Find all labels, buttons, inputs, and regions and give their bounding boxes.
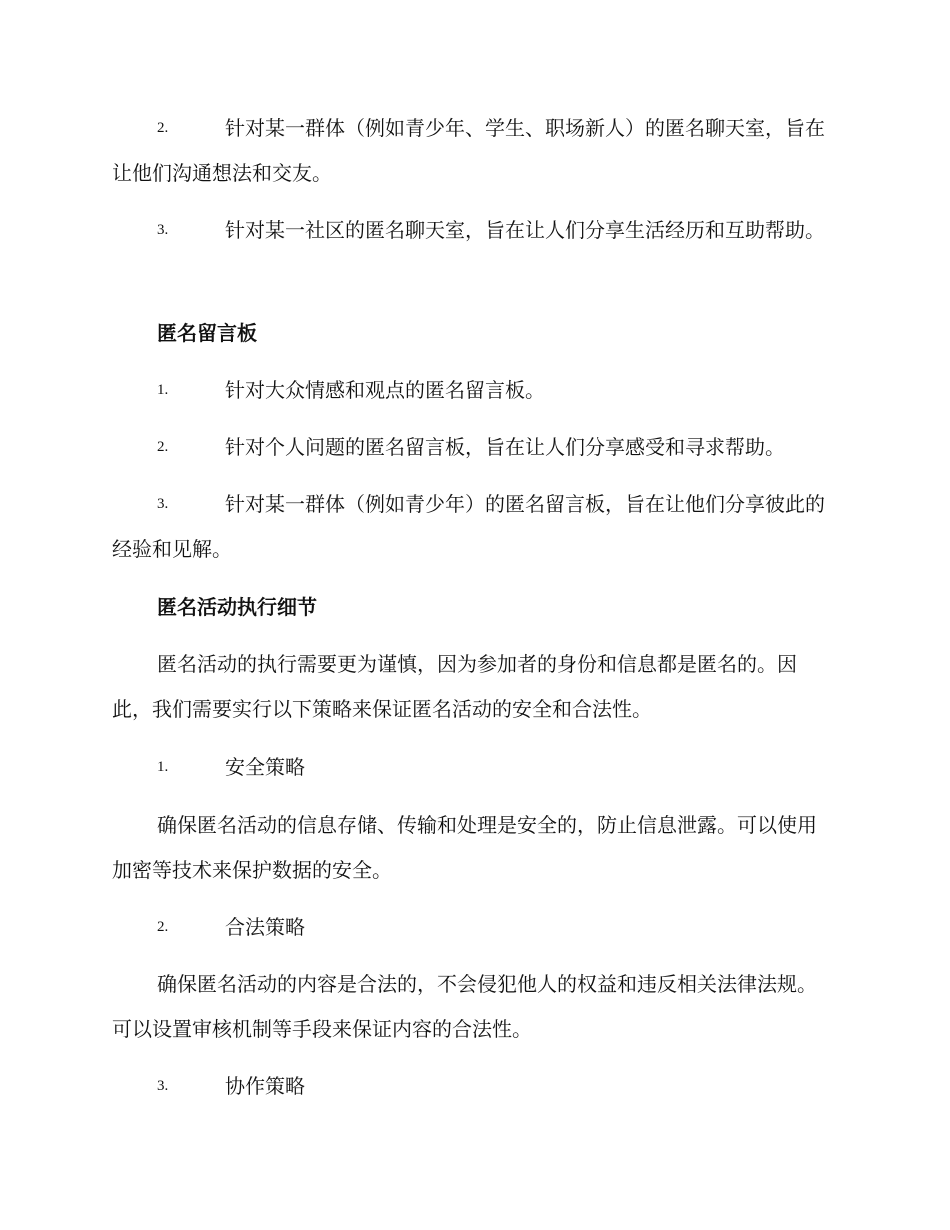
list-number: 2.	[157, 120, 169, 136]
list-number: 3.	[157, 496, 169, 512]
list-item	[112, 482, 832, 572]
list-item	[112, 745, 832, 790]
list-number: 3.	[157, 1078, 169, 1094]
section-heading: 匿名留言板	[157, 321, 257, 345]
body-paragraph: 匿名活动的执行需要更为谨慎，因为参加者的身份和信息都是匿名的。因此，我们需要实行以下策略来保证匿名活动的安全和合法性。	[112, 652, 797, 721]
list-number: 1.	[157, 382, 169, 398]
list-item	[112, 106, 832, 196]
list-item	[112, 1064, 832, 1109]
list-number: 3.	[157, 222, 169, 238]
list-number: 2.	[157, 439, 169, 455]
list-number: 1.	[157, 759, 169, 775]
list-text: 针对某一群体（例如青少年、学生、职场新人）的匿名聊天室，旨在让他们沟通想法和交友。	[112, 116, 825, 185]
list-text: 针对某一社区的匿名聊天室，旨在让人们分享生活经历和互助帮助。	[225, 218, 825, 242]
list-text: 针对大众情感和观点的匿名留言板。	[225, 378, 545, 402]
list-text: 协作策略	[225, 1074, 305, 1098]
list-text: 安全策略	[225, 755, 305, 779]
list-item	[112, 368, 832, 413]
body-paragraph: 确保匿名活动的信息存储、传输和处理是安全的，防止信息泄露。可以使用加密等技术来保护数据的安全。	[112, 813, 817, 882]
list-item	[112, 208, 832, 253]
list-item	[112, 425, 832, 470]
list-text: 针对某一群体（例如青少年）的匿名留言板，旨在让他们分享彼此的经验和见解。	[112, 492, 825, 561]
list-text: 针对个人问题的匿名留言板，旨在让人们分享感受和寻求帮助。	[225, 435, 785, 459]
list-item	[112, 905, 832, 950]
section-heading: 匿名活动执行细节	[157, 595, 317, 619]
body-paragraph: 确保匿名活动的内容是合法的，不会侵犯他人的权益和违反相关法律法规。可以设置审核机制等手段来保证内容的合法性。	[112, 972, 817, 1041]
list-number: 2.	[157, 919, 169, 935]
list-text: 合法策略	[225, 915, 305, 939]
